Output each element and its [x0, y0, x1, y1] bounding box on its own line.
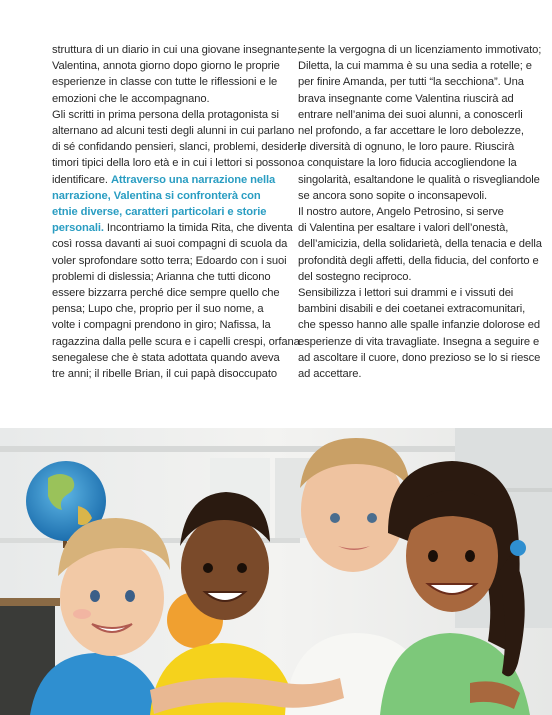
text-line-mixed: [52, 220, 293, 236]
text-line-mixed: [52, 172, 278, 188]
text-line: Il nostro autore, Angelo Petrosino, si serve: [298, 206, 504, 219]
text-line: volte i compagni prendono in giro; Nafissa, la: [52, 319, 271, 332]
text-line: Sensibilizza i lettori sui drammi e i vissuti dei: [298, 287, 514, 300]
text-line: ad accettare.: [298, 368, 362, 381]
text-line: nel profondo, a far accettare le loro debolezze,: [298, 125, 524, 138]
left-text-column: [52, 42, 303, 382]
text-line: le diversità di ognuno, le loro paure. Riuscirà: [298, 141, 515, 154]
text-line: problemi di dislessia; Arianna che tutti dicono: [52, 270, 271, 283]
text-line: per finire Amanda, per tutti “la secchiona”. Una: [298, 76, 524, 89]
text-line: che spesso hanno alle spalle infanzie dolorose ed: [298, 319, 541, 332]
text-line: emozioni che le accompagnano.: [52, 92, 210, 105]
children-photo: [0, 428, 552, 715]
highlighted-text: etnie diverse, caratteri particolari e storie: [52, 206, 267, 219]
text-line: sente la vergogna di un licenziamento immotivato;: [298, 44, 542, 56]
text-line: brava insegnante come Valentina riuscirà ad: [298, 92, 514, 105]
text-line: profondità degli affetti, della fiducia, del conforto e: [298, 254, 539, 267]
text-line: esperienze in classe con tutte le riflessioni e le: [52, 76, 278, 89]
text-line: voler sprofondare sotto terra; Edoardo con i suoi: [52, 254, 287, 267]
text-line: pensa; Lupo che, proprio per il suo nome, a: [52, 303, 264, 316]
text-line: Valentina, annota giorno dopo giorno le proprie: [52, 60, 280, 73]
text-line: così rossa davanti ai suoi compagni di scuola da: [52, 238, 288, 251]
text-line: alternano ad alcuni testi degli alunni in cui parlano: [52, 125, 295, 138]
text-line: di Valentina per esaltare i valori dell’onestà,: [298, 222, 509, 235]
text-line: tre anni; il ribelle Brian, il cui papà disoccupato: [52, 368, 277, 381]
text-line: struttura di un diario in cui una giovane insegnante,: [52, 44, 300, 56]
text-line: timori tipici della loro età e in cui i lettori si possono: [52, 157, 298, 170]
text-line: ragazzina dalla pelle scura e i capelli crespi, orfana: [52, 335, 300, 348]
text-line: entrare nell’anima dei suoi alunni, a conoscerli: [298, 108, 523, 121]
text-line: dell’amicizia, della solidarietà, della tenacia e della: [298, 238, 542, 251]
text-segment: Incontriamo la timida Rita, che diventa: [106, 222, 293, 235]
text-line: bambini disabili e dei coetanei extracomunitari,: [298, 303, 526, 316]
text-line: Diletta, la cui mamma è su una sedia a rotelle; e: [298, 60, 532, 73]
text-line: se ancora sono sopite o inconsapevoli.: [298, 189, 487, 202]
text-line: senegalese che è stata adottata quando aveva: [52, 351, 280, 364]
highlighted-text: narrazione, Valentina si confronterà con: [52, 189, 261, 202]
highlighted-text: personali.: [52, 222, 104, 235]
text-line: essere bizzarra perché dice sempre quello che: [52, 287, 280, 300]
text-line: di sé confidando pensieri, slanci, problemi, desideri,: [52, 141, 303, 154]
text-line: esperienze di vita travagliate. Insegna a seguire e: [298, 335, 540, 348]
highlighted-text: Attraverso una narrazione nella: [110, 173, 276, 186]
children-photo-illustration: [0, 428, 552, 715]
right-text-column: [298, 42, 542, 382]
text-line: a conquistare la loro fiducia accogliendone la: [298, 157, 517, 170]
text-line: singolarità, esaltandone le qualità o risvegliandole: [298, 173, 540, 186]
text-line: ad ascoltare il cuore, dono prezioso se lo si riesce: [298, 351, 541, 364]
text-segment: identificare.: [52, 173, 108, 186]
text-line: Gli scritti in prima persona della protagonista si: [52, 108, 279, 121]
text-line: del sostegno reciproco.: [298, 270, 412, 283]
